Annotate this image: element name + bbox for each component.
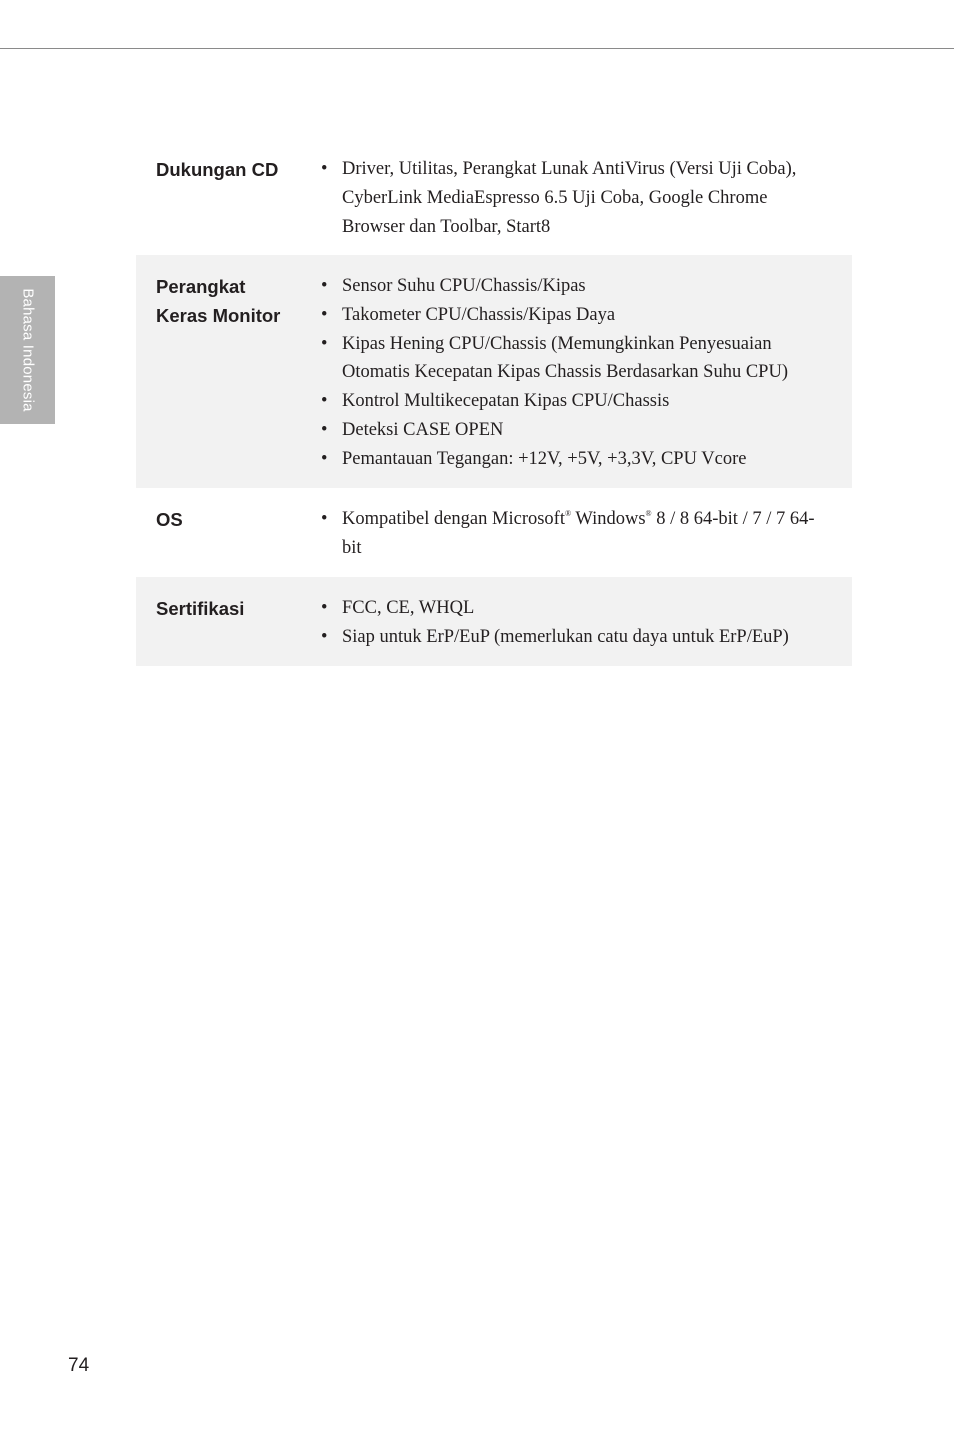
spec-label-os: OS — [156, 509, 183, 530]
spec-label-certifications: Sertifikasi — [156, 598, 245, 619]
spec-items-hardware-monitor — [321, 272, 832, 473]
registered-mark: ® — [564, 509, 572, 518]
bullet-icon: • — [321, 333, 328, 354]
language-side-tab-label: Bahasa Indonesia — [19, 288, 36, 412]
spec-items-cd-support — [321, 155, 832, 240]
spec-row-cd-support — [136, 138, 852, 255]
list-item: • Takometer CPU/Chassis/Kipas Daya — [321, 301, 832, 330]
list-item: • Deteksi CASE OPEN — [321, 416, 832, 445]
spec-label-cd-support: Dukungan CD — [156, 159, 279, 180]
bullet-icon: • — [321, 276, 328, 296]
list-item: • Kontrol Multikecepatan Kipas CPU/Chassis — [321, 387, 832, 416]
list-item: • Sensor Suhu CPU/Chassis/Kipas — [321, 272, 832, 301]
spec-row-os — [136, 488, 852, 577]
language-side-tab — [0, 276, 55, 424]
specification-table — [136, 138, 852, 666]
bullet-icon: • — [321, 598, 328, 618]
page-number: 74 — [68, 1355, 90, 1376]
spec-label-hardware-monitor: Perangkat Keras Monitor — [156, 276, 281, 326]
list-item: • Kipas Hening CPU/Chassis (Memungkinkan Penyesuaian Otomatis Kecepatan Kipas Chassis Berdasarkan Suhu CPU) — [321, 330, 832, 388]
bullet-icon: • — [321, 419, 328, 440]
list-item: • Pemantauan Tegangan: +12V, +5V, +3,3V, CPU Vcore — [321, 445, 832, 474]
spec-items-os — [321, 505, 832, 562]
bullet-icon: • — [321, 509, 328, 529]
list-item: • FCC, CE, WHQL — [321, 594, 832, 623]
registered-mark: ® — [645, 509, 652, 518]
spec-row-certifications — [136, 577, 852, 666]
bullet-icon: • — [321, 304, 328, 325]
bullet-icon: • — [321, 626, 328, 647]
list-item: • Siap untuk ErP/EuP (memerlukan catu daya untuk ErP/EuP) — [321, 623, 832, 652]
bullet-icon: • — [321, 448, 328, 469]
spec-row-hardware-monitor — [136, 255, 852, 488]
bullet-icon: • — [321, 391, 328, 412]
bullet-icon: • — [321, 159, 328, 179]
list-item: • Kompatibel dengan Microsoft® Windows® 8 / 8 64-bit / 7 / 7 64-bit — [321, 505, 832, 563]
header-rule — [0, 48, 954, 49]
spec-items-certifications — [321, 594, 832, 651]
list-item: • Driver, Utilitas, Perangkat Lunak AntiVirus (Versi Uji Coba), CyberLink MediaEspresso 6.5 Uji Coba, Google Chrome Browser dan Toolbar, Start8 — [321, 155, 832, 241]
